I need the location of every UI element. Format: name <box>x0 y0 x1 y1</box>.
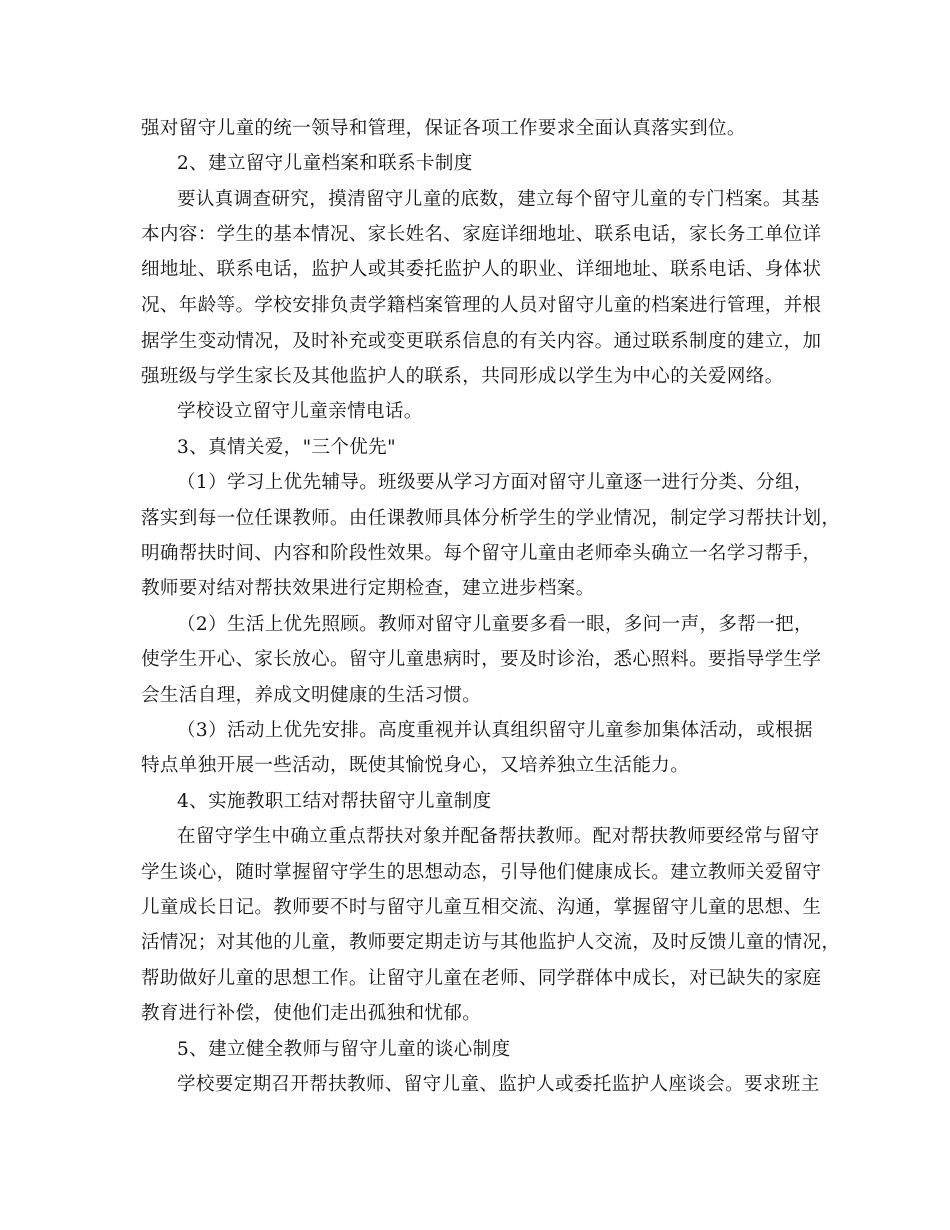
paragraph-line: 况、年龄等。学校安排负责学籍档案管理的人员对留守儿童的档案进行管理，并根 <box>141 295 822 316</box>
paragraph-line: 使学生开心、家长放心。留守儿童患病时，要及时诊治，悉心照料。要指导学生学 <box>141 649 822 670</box>
paragraph-line: 活情况；对其他的儿童，教师要定期走访与其他监护人交流，及时反馈儿童的情况， <box>141 932 841 953</box>
paragraph-line: （2）生活上优先照顾。教师对留守儿童要多看一眼，多问一声，多帮一把， <box>177 614 813 635</box>
paragraph-line: 细地址、联系电话，监护人或其委托监护人的职业、详细地址、联系电话、身体状 <box>141 259 822 280</box>
paragraph-line: 强班级与学生家长及其他监护人的联系，共同形成以学生为中心的关爱网络。 <box>141 366 784 387</box>
paragraph-line: 学生谈心，随时掌握留守学生的思想动态，引导他们健康成长。建立教师关爱留守 <box>141 862 822 883</box>
paragraph-line: 教师要对结对帮扶效果进行定期检查，建立进步档案。 <box>141 578 595 599</box>
paragraph-line: 在留守学生中确立重点帮扶对象并配备帮扶教师。配对帮扶教师要经常与留守 <box>177 826 820 847</box>
paragraph-line: 要认真调查研究，摸清留守儿童的底数，建立每个留守儿童的专门档案。其基 <box>177 189 820 210</box>
paragraph-line: 会生活自理，养成文明健康的生活习惯。 <box>141 685 482 706</box>
section-heading: 3、真情关爱，"三个优先" <box>177 437 396 458</box>
paragraph-line: 学校要定期召开帮扶教师、留守儿童、监护人或委托监护人座谈会。要求班主 <box>177 1074 820 1095</box>
paragraph-line: 明确帮扶时间、内容和阶段性效果。每个留守儿童由老师牵头确立一名学习帮手， <box>141 543 822 564</box>
paragraph-line: 落实到每一位任课教师。由任课教师具体分析学生的学业情况，制定学习帮扶计划， <box>141 508 841 529</box>
paragraph-line: （1）学习上优先辅导。班级要从学习方面对留守儿童逐一进行分类、分组， <box>177 472 813 493</box>
section-heading: 2、建立留守儿童档案和联系卡制度 <box>177 153 473 174</box>
paragraph-line: 强对留守儿童的统一领导和管理，保证各项工作要求全面认真落实到位。 <box>141 118 746 139</box>
paragraph-line: 帮助做好儿童的思想工作。让留守儿童在老师、同学群体中成长，对已缺失的家庭 <box>141 968 822 989</box>
paragraph-line: 儿童成长日记。教师要不时与留守儿童互相交流、沟通，掌握留守儿童的思想、生 <box>141 897 822 918</box>
paragraph-line: 教育进行补偿，使他们走出孤独和忧郁。 <box>141 1003 482 1024</box>
section-heading: 4、实施教职工结对帮扶留守儿童制度 <box>177 791 492 812</box>
paragraph-line: 据学生变动情况，及时补充或变更联系信息的有关内容。通过联系制度的建立，加 <box>141 331 822 352</box>
paragraph-line: 特点单独开展一些活动，既使其愉悦身心，又培养独立生活能力。 <box>141 755 690 776</box>
section-heading: 5、建立健全教师与留守儿童的谈心制度 <box>177 1039 511 1060</box>
paragraph-line: （3）活动上优先安排。高度重视并认真组织留守儿童参加集体活动，或根据 <box>177 720 813 741</box>
paragraph-line: 学校设立留守儿童亲情电话。 <box>177 401 423 422</box>
paragraph-line: 本内容：学生的基本情况、家长姓名、家庭详细地址、联系电话，家长务工单位详 <box>141 224 822 245</box>
